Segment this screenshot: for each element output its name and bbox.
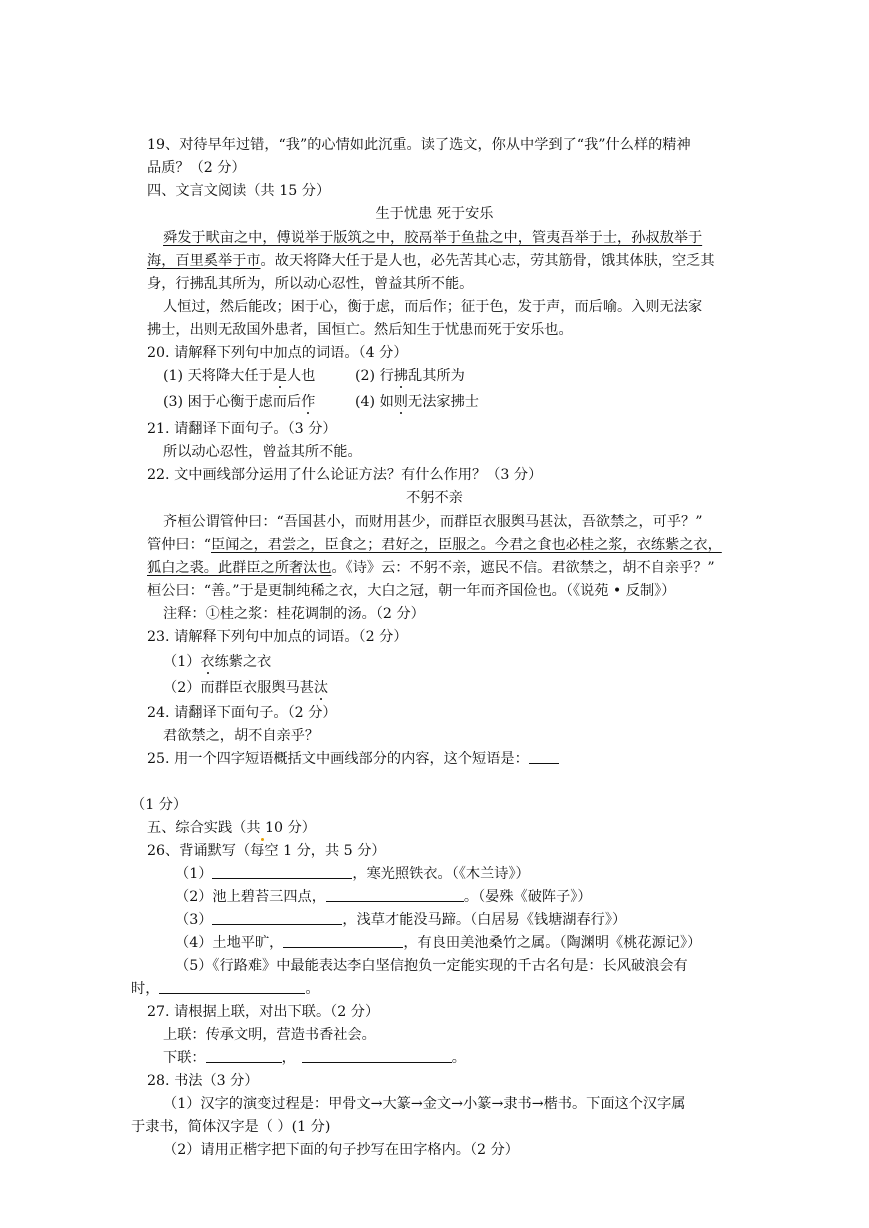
passage2-note: 注释：①桂之浆：桂花调制的汤。（2 分） (163, 606, 425, 622)
q19-line1: 19、对待早年过错，“我”的心情如此沉重。读了选文，你从中学到了“我”什么样的精神 (147, 137, 691, 153)
passage2-line2: 管仲曰：“臣闻之，君尝之，臣食之；君好之，臣服之。今君之食也必桂之浆，衣练紫之衣， (147, 537, 722, 553)
q24-stem: 24. 请翻译下面句子。（2 分） (147, 705, 337, 721)
q20-item1: (1) 天将降大任于是人也 (163, 368, 316, 384)
passage1-para2-line2: 拂士，出则无敌国外患者，国恒亡。然后知生于忧患而死于安乐也。 (147, 322, 573, 338)
q26-item3: （3） ，浅草才能没马蹄。（白居易《钱塘湖春行》） (175, 912, 627, 928)
q26-item2: （2）池上碧苔三四点， 。（晏殊《破阵子》） (175, 889, 592, 905)
q25-answer-blank[interactable] (529, 749, 559, 764)
q27-lower: 下联： ， 。 (163, 1050, 466, 1066)
q26-blank1[interactable] (212, 864, 352, 879)
section-5-heading: 五、综合实践（共 10 分） (147, 820, 316, 836)
dotted-char: 则 (393, 394, 408, 410)
passage2-line3: 狐白之裘。此群臣之所奢汰也。《诗》云：不躬不亲，遮民不信。君欲禁之，胡不自亲乎？” (147, 560, 715, 576)
passage1-line3: 身，行拂乱其所为，所以动心忍性，曾益其所不能。 (147, 276, 474, 292)
q26-blank4[interactable] (283, 933, 403, 948)
passage2-underlined-2: 狐白之裘。此群臣之所奢汰也 (147, 560, 332, 576)
passage1-underlined-1: 舜发于畎亩之中，傅说举于版筑之中，胶鬲举于鱼盐之中，管夷吾举于士，孙叔敖举于 (163, 230, 703, 246)
passage1-title: 生于忧患 死于安乐 (375, 206, 494, 222)
q25-stem: 25. 用一个四字短语概括文中画线部分的内容，这个短语是： (147, 749, 559, 769)
passage2-line1: 齐桓公谓管仲曰：“吾国甚小，而财用甚少，而群臣衣服舆马甚汰，吾欲禁之，可乎？” (163, 514, 703, 530)
q28-item1-line1: （1）汉字的演变过程是：甲骨文→大篆→金文→小篆→隶书→楷书。下面这个汉字属 (163, 1096, 686, 1112)
passage1-para2-line1: 人恒过，然后能改；困于心，衡于虑，而后作；征于色，发于声，而后喻。入则无法家 (163, 299, 703, 315)
dotted-char: 拂 (393, 368, 408, 384)
q23-item1: （1）衣练紫之衣 (163, 654, 272, 670)
q26-stem: 26、背诵默写（每空 1 分，共 5 分） (147, 843, 386, 859)
q26-item5-line2: 时， 。 (131, 981, 320, 997)
q26-blank5[interactable] (159, 979, 305, 994)
q26-item1: （1） ，寒光照铁衣。（《木兰诗》） (175, 866, 530, 882)
q20-item3: (3) 困于心衡于虑而后作 (163, 394, 316, 410)
passage1-line2 (147, 251, 715, 271)
q27-upper: 上联：传承文明，营造书香社会。 (163, 1027, 376, 1043)
q26-blank3[interactable] (212, 910, 342, 925)
passage1-line2-rest: 。故天将降大任于是人也，必先苦其心志，劳其筋骨，饿其体肤，空乏其 (260, 253, 715, 269)
q21-stem: 21. 请翻译下面句子。（3 分） (147, 421, 337, 437)
q20-item4: (4) 如则无法家拂士 (355, 394, 479, 410)
q20-item2: (2) 行拂乱其所为 (355, 368, 465, 384)
q27-stem: 27. 请根据上联，对出下联。（2 分） (147, 1004, 380, 1020)
q25-score: （1 分） (131, 797, 188, 813)
passage1-line1 (163, 228, 702, 248)
q19-line2: 品质？（2 分） (147, 160, 246, 176)
q22-stem: 22. 文中画线部分运用了什么论证方法？有什么作用？（3 分） (147, 467, 543, 483)
q26-blank2[interactable] (326, 887, 464, 902)
q21-sentence: 所以动心忍性，曾益其所不能。 (163, 444, 362, 460)
dotted-char: 汰 (313, 680, 329, 696)
section-4-heading: 四、文言文阅读（共 15 分） (147, 183, 331, 199)
q28-item1-line2: 于隶书，简体汉字是（ ）(1 分) (131, 1119, 331, 1135)
q26-item4: （4）土地平旷， ，有良田美池桑竹之属。（陶渊明《桃花源记》） (175, 935, 702, 951)
passage2-line4: 桓公曰：“善。”于是更制纯稀之衣，大白之冠，朝一年而齐国俭也。（《说苑 • 反制》） (147, 583, 676, 599)
passage2-underlined-1: 臣闻之，君尝之，臣食之；君好之，臣服之。今君之食也必桂之浆，衣练紫之衣， (211, 537, 722, 553)
q28-stem: 28. 书法（3 分） (147, 1073, 259, 1089)
passage2-title: 不躬不亲 (406, 490, 463, 506)
passage1-underlined-2: 海，百里奚举于市 (147, 253, 261, 269)
q27-blank2[interactable] (302, 1048, 452, 1063)
q23-stem: 23. 请解释下列句中加点的词语。（2 分） (147, 629, 408, 645)
dotted-char: 衣 (200, 654, 215, 670)
q26-item5-line1: （5）《行路难》中最能表达李白坚信抱负一定能实现的千古名句是：长风破浪会有 (175, 958, 688, 974)
dotted-char: 是 (272, 368, 287, 384)
dotted-char: 作 (301, 394, 316, 410)
q28-item2: （2）请用正楷字把下面的句子抄写在田字格内。（2 分） (163, 1142, 519, 1158)
q20-stem: 20. 请解释下列句中加点的词语。（4 分） (147, 345, 408, 361)
q23-item2: （2）而群臣衣服舆马甚汰 (163, 680, 329, 696)
q24-sentence: 君欲禁之，胡不自亲乎？ (163, 728, 320, 744)
q27-blank1[interactable] (206, 1048, 282, 1063)
orange-mark (261, 838, 264, 841)
